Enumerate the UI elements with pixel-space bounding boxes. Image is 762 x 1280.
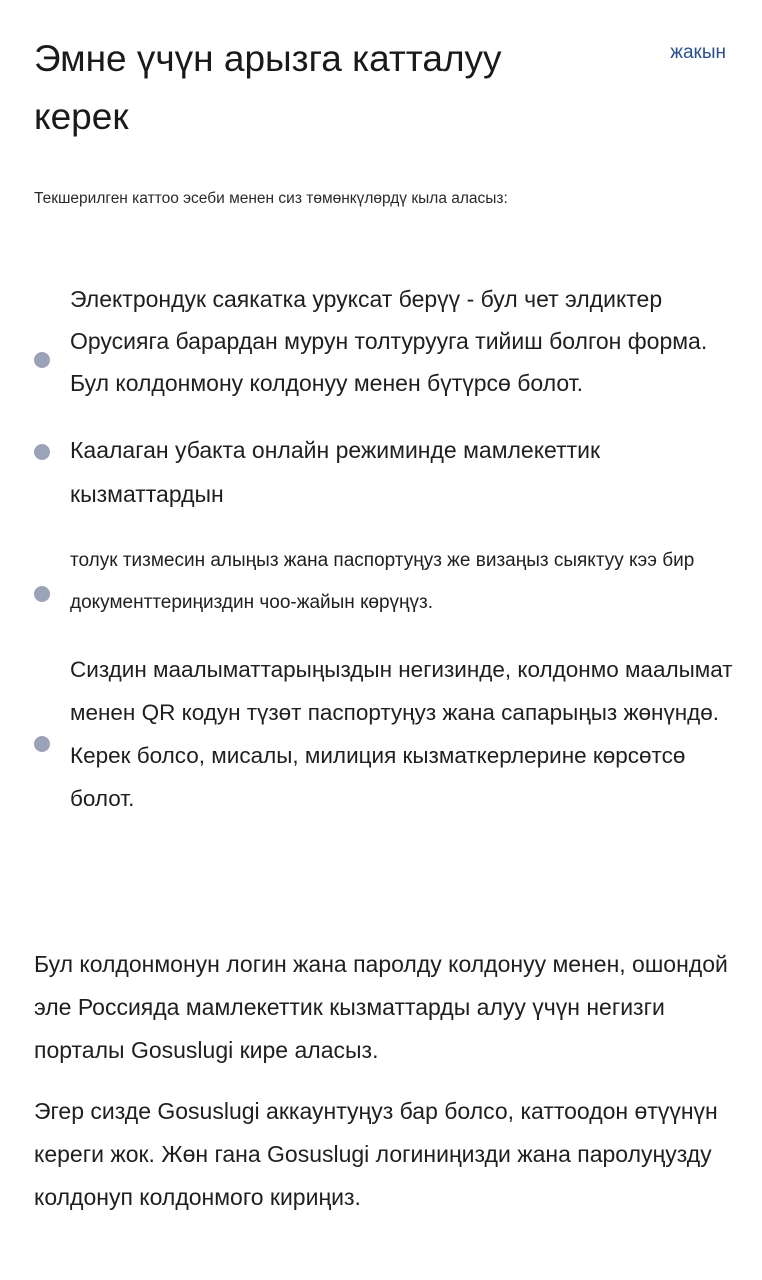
bullet-dot-icon bbox=[34, 444, 50, 460]
bullet-dot-icon bbox=[34, 736, 50, 752]
bullet-dot-icon bbox=[34, 586, 50, 602]
intro-text: Текшерилген каттоо эсеби менен сиз төмөнкүлөрдү кыла аласыз: bbox=[34, 190, 508, 207]
list-item bbox=[34, 428, 734, 516]
list-item-text: Сиздин маалыматтарыңыздын негизинде, колдонмо маалымат менен QR кодун түзөт паспортуңуз жана сапарыңыз жөнүндө. Керек болсо, мисалы, милиция кызматкерлерине көрсөтсө болот. bbox=[70, 657, 733, 811]
list-item bbox=[34, 278, 734, 404]
list-item-text: Электрондук саякатка уруксат берүү - бул чет элдиктер Орусияга барардан мурун толтурууга тийиш болгон форма. Бул колдонмону колдонуу менен бүтүрсө болот. bbox=[70, 286, 708, 396]
close-link[interactable]: жакын bbox=[670, 42, 726, 63]
list-item bbox=[34, 540, 734, 624]
login-info-paragraph: Бул колдонмонун логин жана паролду колдонуу менен, ошондой эле Россияда мамлекеттик кызматтарды алуу үчүн негизги порталы Gosuslugi кире аласыз. bbox=[34, 951, 728, 1063]
benefits-list bbox=[34, 278, 734, 844]
list-item-text: Каалаган убакта онлайн режиминде мамлекеттик кызматтардын bbox=[70, 437, 601, 507]
page-title: Эмне үчүн арызга катталуу керек bbox=[34, 38, 502, 137]
bullet-dot-icon bbox=[34, 352, 50, 368]
list-item bbox=[34, 648, 734, 820]
gosuslugi-account-paragraph: Эгер сизде Gosuslugi аккаунтуңуз бар болсо, каттоодон өтүүнүн кереги жок. Жөн гана Gosuslugi логиниңизди жана паролуңузду колдонуп колдонмого кириңиз. bbox=[34, 1098, 718, 1210]
list-item-text: толук тизмесин алыңыз жана паспортуңуз же визаңыз сыяктуу кээ бир документтериңиздин чоо-жайын көрүңүз. bbox=[70, 550, 695, 613]
